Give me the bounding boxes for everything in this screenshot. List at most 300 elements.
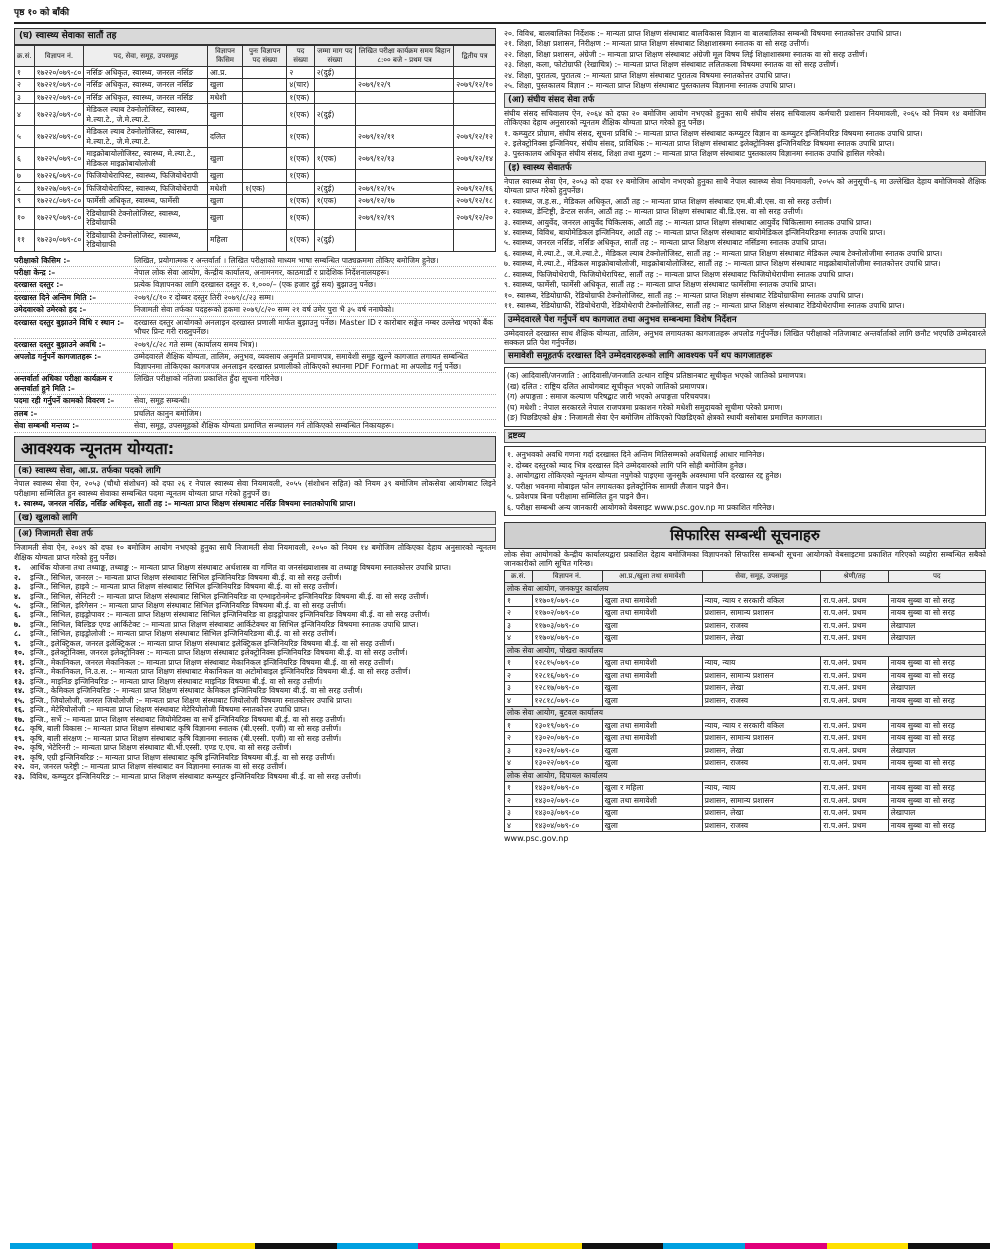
rec-row [505,632,986,644]
federal-item: २. इलेक्ट्रोनिक्स इन्जिनियर, संघीय संसद, प्राविधिक :– मान्यता प्राप्त शिक्षण संस्थाबाट इलेक्ट्रोनिक्स इन्जिनियरिङ विषयमा स्नातक उपाधि प्राप्त। [504,138,895,148]
vacancy-cell: २०७९/१२/११ [356,126,454,148]
vacancy-cell: ७ [15,170,35,182]
info-value: दरखास्त दस्तुर आयोगको अनलाइन दरखास्त प्रणाली मार्फत बुझाउनु पर्नेछ। Master ID र कारोबार सङ्केत नम्बर उल्लेख भएको बैंक भौचर प्रिन्ट गरी राख्नुपर्नेछ। [134,317,493,337]
qualification-item [14,610,496,619]
section-b-heading: (ख) खुलाको लागि [14,511,496,526]
vacancy-cell: १७२२४/०७९-८० [34,126,84,148]
qualification-item [14,715,496,724]
info-key: परीक्षाको किसिम :– [14,255,71,265]
office-name: लोक सेवा आयोग, बुटवल कार्यालय [505,707,986,719]
vacancy-cell: १ [15,66,35,78]
rec-cell: रा.प.अनं. प्रथम [821,657,888,669]
vacancy-cell: २०७९/१२/१० [454,79,496,91]
vacancy-cell [454,66,496,78]
rec-cell: रा.प.अनं. प्रथम [821,819,888,831]
rec-cell: नायब सुब्बा वा सो सरह [888,719,985,731]
rec-cell: ३ [505,807,533,819]
vacancy-cell: फिजियोथेरापिस्ट, स्वास्थ्य, फिजियोथेरापी [84,182,208,194]
vacancy-cell: १(एक) [287,195,314,207]
rec-cell: लेखापाल [888,807,985,819]
qualification-item [14,686,496,695]
vacancy-row [15,229,496,251]
vacancy-cell: २०७९/१२/२० [454,207,496,229]
special-note-text: उम्मेदवारले दरखास्त साथ शैक्षिक योग्यता, तालिम, अनुभव लगायतका कागजातहरू अपलोड गर्नुपर्नेछ। लिखित परीक्षाको नतिजाबाट अन्तर्वार्ताको लागि छनौट भएपछि उम्मेदवारले सक्कल प्रति पेश गर्नुपर्नेछ। [504,328,986,347]
health-item: १. स्वास्थ्य, ज.ह.स., मेडिकल अधिकृत, आठौं तह :– मान्यता प्राप्त शिक्षण संस्थाबाट एम.बी.बी.एस. वा सो सरह उत्तीर्ण। [504,196,832,206]
health-item: २. स्वास्थ्य, डेन्टिष्ट्री, डेन्टल सर्जन, आठौं तह :– मान्यता प्राप्त शिक्षण संस्थाबाट बी.डि.एस. वा सो सरह उत्तीर्ण। [504,207,803,217]
item-number: १०. [14,648,25,658]
qualification-item: २४. शिक्षा, पुरातत्व, पुरातत्व :– मान्यता प्राप्त शिक्षण संस्थाबाट पुरातत्व विषयमा स्नातकोत्तर उपाधि प्राप्त। [504,70,791,80]
office-row [505,769,986,781]
vacancy-cell: ५ [15,126,35,148]
inclusive-doc-item: (क) आदिवासी/जनजाति : आदिवासी/जनजाति उत्थान राष्ट्रिय प्रतिष्ठानबाट सूचीकृत भएको जातिको प्रमाणपत्र। [507,371,806,381]
health-service-text: नेपाल स्वास्थ्य सेवा ऐन, २०५३ को दफा १२ बमोजिम आयोग नभएको हुनुका साथै नेपाल स्वास्थ्य सेवा नियमावली, २०५५ को अनुसूची–६ मा उल्लेखित देहाय बमोजिमको शैक्षिक योग्यता प्राप्त गरेको हुनुपर्नेछ। [504,176,986,196]
info-value: लिखित परीक्षाको नतिजा प्रकाशित हुँदा सूचना गरिनेछ। [134,374,283,384]
vacancy-cell: २०७९/१२/१३ [356,148,454,170]
federal-parliament-heading: (आ) संघीय संसद सेवा तर्फ [504,93,986,108]
rec-cell: खुला [602,744,702,756]
health-item: ५. स्वास्थ्य, जनरल नर्सिङ, नर्सिङ अधिकृत, सातौं तह :– मान्यता प्राप्त शिक्षण संस्थाबाट नर्सिङमा स्नातक उपाधि प्राप्त। [504,238,827,248]
vacancy-cell: खुला [207,79,242,91]
vacancy-cell: १(एक) [314,195,355,207]
office-name: लोक सेवा आयोग, दिपायल कार्यालय [505,769,986,781]
rec-cell: लेखापाल [888,744,985,756]
rec-cell: १ [505,595,533,607]
rec-cell: रा.प.अनं. प्रथम [821,595,888,607]
rec-cell: १ [505,657,533,669]
vacancy-row [15,79,496,91]
rec-cell: ३ [505,619,533,631]
item-number: ९. [14,638,21,648]
item-number: २३. [14,771,25,781]
item-text: इन्जि., सिभिल, जनरल :– मान्यता प्राप्त शिक्षण संस्थाबाट सिभिल इन्जिनियरिङ विषयमा बी.ई. वा सो सरह उत्तीर्ण। [30,572,342,582]
vacancy-cell: ११ [15,229,35,251]
rec-cell: १३०१९/०७९-८० [532,719,602,731]
rec-cell: १२८१६/०७९-८० [532,669,602,681]
vacancy-cell [314,79,355,91]
rec-cell: ११७०३/०७९-८० [532,619,602,631]
item-text: इन्जि., मेटेरियोलोजी :– मान्यता प्राप्त शिक्षण संस्थाबाट मेटेरियोलोजी विषयमा स्नातकोत्तर उपाधि प्राप्त। [30,705,310,715]
vacancy-cell: १(एक) [287,148,314,170]
vacancy-cell [243,79,287,91]
rec-cell: प्रशासन, राजस्व [702,694,821,706]
info-row [14,255,496,267]
info-row [14,408,496,420]
item-number: १. [14,563,21,573]
info-row [14,267,496,279]
rec-cell: न्याय, न्याय [702,657,821,669]
rec-cell: रा.प.अनं. प्रथम [821,669,888,681]
rec-cell: खुला तथा समावेशी [602,595,702,607]
rec-row [505,732,986,744]
rec-col-header: क्र.सं. [505,570,533,582]
rec-cell: न्याय, न्याय [702,782,821,794]
vacancy-cell: १७२२३/०७९-८० [34,104,84,126]
vacancy-cell: १(एक) [287,229,314,251]
rec-cell: प्रशासन, लेखा [702,744,821,756]
rec-col-header: पद [888,570,985,582]
vacancy-cell: ४ [15,104,35,126]
rec-cell: १२८१५/०७९-८० [532,657,602,669]
rec-cell: १२८१८/०७९-८० [532,694,602,706]
vacancy-cell: ६ [15,148,35,170]
vacancy-cell: २०७९/१२/१९ [356,207,454,229]
info-key: पदमा रही गर्नुपर्ने कामको विवरण :– [14,396,115,406]
vacancy-col-header: लिखित परीक्षा कार्यक्रम समय बिहान ८:०० बजे - प्रथम पत्र [356,46,454,67]
rec-row [505,782,986,794]
rec-cell: रा.प.अनं. प्रथम [821,744,888,756]
item-number: १४. [14,686,25,696]
vacancy-cell: १७२२०/०७९-८० [34,66,84,78]
rec-cell: नायब सुब्बा वा सो सरह [888,669,985,681]
rec-cell: खुला [602,757,702,769]
rec-cell: प्रशासन, सामान्य प्रशासन [702,607,821,619]
vacancy-cell: ९ [15,195,35,207]
vacancy-cell: मेडिकल ल्याब टेक्नोलोजिस्ट, स्वास्थ्य, मे.ल्या.टे., जे.मे.ल्या.टे. [84,104,208,126]
vacancy-cell: रेडियोग्राफी टेक्नोलोजिस्ट, स्वास्थ्य, रेडियोग्राफी [84,207,208,229]
item-text: इन्जि., जियोलोजी, जनरल जियोलोजी :– मान्यता प्राप्त शिक्षण संस्थाबाट जियोलोजी विषयमा स्नातकोत्तर उपाधि प्राप्त। [30,695,353,705]
health-item: ३. स्वास्थ्य, आयुर्वेद, जनरल आयुर्वेद चिकित्सक, आठौं तह :– मान्यता प्राप्त शिक्षण संस्थाबाट आयुर्वेद चिकित्सामा स्नातक उपाधि प्राप्त। [504,217,872,227]
info-value: लिखित, प्रयोगात्मक र अन्तर्वार्ता । लिखित परीक्षाको माध्यम भाषा सम्बन्धित पाठ्यक्रममा तोकिए बमोजिम हुनेछ। [134,255,439,265]
rec-cell: २ [505,607,533,619]
health-item: ४. स्वास्थ्य, विविध, बायोमेडिकल इन्जिनियर, आठौं तह :– मान्यता प्राप्त शिक्षण संस्थाबाट बायोमेडिकल इन्जिनियरिङमा स्नातक उपाधि प्राप्त। [504,228,886,237]
item-number: ११. [14,657,25,667]
rec-cell: १३०२२/०७९-८० [532,757,602,769]
exam-info-block [14,255,496,433]
info-value: नेपाल लोक सेवा आयोग, केन्द्रीय कार्यालय, अनामनगर, काठमाडौं र प्रादेशिक निर्देशनालयहरू। [134,267,390,277]
item-number: ४. [14,591,21,601]
item-text: विविध, कम्प्युटर इन्जिनियरिङ :– मान्यता प्राप्त शिक्षण संस्थाबाट कम्प्युटर इन्जिनियरिङ विषयमा बी.ई. वा सो सरह उत्तीर्ण। [30,771,361,781]
rec-cell: प्रशासन, सामान्य प्रशासन [702,669,821,681]
info-key: उमेदवारको उमेरको हद :– [14,305,87,315]
rec-cell: न्याय, न्याय र सरकारी वकिल [702,719,821,731]
rec-cell: ३ [505,682,533,694]
rec-row [505,794,986,806]
rec-cell: रा.प.अनं. प्रथम [821,757,888,769]
print-color-bar [10,1243,990,1249]
info-row [14,395,496,407]
vacancy-cell: २०७९/१२/१४ [454,148,496,170]
federal-item: ३. पुस्तकालय अधिकृत संघीय संसद, शिक्षा तथा मुद्रण :– मान्यता प्राप्त शिक्षण संस्थाबाट पुस्तकालय विज्ञानमा स्नातक उपाधि हासिल गरेको। [504,149,885,159]
special-note-heading: उम्मेदवारले पेश गर्नुपर्ने थप कागजात तथा अनुभव सम्बन्धमा विशेष निर्देशन [504,313,986,328]
note-item: १. अनुभवको अवधि गणना गर्दा दरखास्त दिने अन्तिम मितिसम्मको अवधिलाई आधार मानिनेछ। [507,450,765,460]
vacancy-cell: १० [15,207,35,229]
rec-col-header: विज्ञापन नं. [532,570,602,582]
item-number: १८. [14,724,25,734]
rec-cell: नायब सुब्बा वा सो सरह [888,607,985,619]
vacancy-cell [454,170,496,182]
rec-cell: ४ [505,694,533,706]
info-value: प्रचलित कानुन बमोजिम। [134,408,202,418]
min-qualification-title: आवश्यक न्यूनतम योग्यता: [14,436,496,462]
section-b2-text: निजामती सेवा ऐन, २०४९ को दफा १० बमोजिम आयोग नभएको हुनुका साथै निजामती सेवा नियमावली, २०५० को नियम १४ बमोजिम तोकिएका देहाय अनुसारको न्यूनतम शैक्षिक योग्यता प्राप्त गरेको हुनु पर्नेछ। [14,543,496,562]
info-key: दरखास्त दिने अन्तिम मिति :– [14,292,96,302]
rec-row [505,757,986,769]
info-row [14,373,496,395]
item-text: इन्जि., इलेक्ट्रोनिक्स, जनरल इलेक्ट्रोनिक्स :– मान्यता प्राप्त शिक्षण संस्थाबाट इलेक्ट्रोनिक्स इन्जिनियरिङ विषयमा बी.ई. वा सो सरह उत्तीर्ण। [30,648,408,658]
website-url[interactable]: www.psc.gov.np [504,834,569,844]
recommendation-table [504,570,986,832]
vacancy-cell: मधेशी [207,182,242,194]
inclusive-doc-item: (ङ) पिछडिएको क्षेत्र : निजामती सेवा ऐन बमोजिम तोकिएको पिछडिएको क्षेत्रको स्थायी बसोबास प्रमाणित कागजात। [507,413,823,423]
rec-cell: २ [505,669,533,681]
vacancy-cell: २०७९/१२/१७ [356,195,454,207]
qualification-item [14,601,496,610]
rec-row [505,744,986,756]
info-key: सेवा सम्बन्धी मन्तव्य :– [14,421,79,431]
rec-cell: रा.प.अनं. प्रथम [821,632,888,644]
vacancy-row [15,207,496,229]
page-header [14,6,986,24]
rec-cell: ११७०४/०७९-८० [532,632,602,644]
vacancy-row [15,195,496,207]
health-service-list [504,197,986,311]
vacancy-cell: २०७९/१२/१८ [454,195,496,207]
rec-cell: प्रशासन, सामान्य प्रशासन [702,732,821,744]
vacancy-row [15,170,496,182]
info-key: दरखास्त दस्तुर बुझाउने विधि र स्थान :– [14,317,124,327]
vacancy-cell: नर्सिङ अधिकृत, स्वास्थ्य, जनरल नर्सिङ [84,79,208,91]
qualification-item [14,753,496,762]
section-a-text: नेपाल स्वास्थ्य सेवा ऐन, २०५३ (चौथो संशोधन) को दफा २६ र नेपाल स्वास्थ्य सेवा नियमावली, २०५५ (संशोधन सहित) को नियम ३९ बमोजिम लोकसेवा आयोगबाट लिइने परीक्षामा सम्मिलित हुन स्वास्थ्य सेवाका सम्बन्धित पदमा न्यूनतम योग्यता प्राप्त गरेको हुनुपर्ने छ। [14,479,496,498]
vacancy-cell: २०७९/१२/१६ [454,182,496,194]
left-column [14,28,496,1224]
qualification-item: २२. शिक्षा, शिक्षा प्रशासन, अंग्रेजी :– मान्यता प्राप्त शिक्षण संस्थाबाट अंग्रेजी मूल विषय लिई शिक्षाशास्त्रमा स्नातक वा सो सरह उत्तीर्ण। [504,49,868,59]
rec-cell: प्रशासन, लेखा [702,807,821,819]
vacancy-cell: खुला [207,104,242,126]
qualification-item [14,563,496,572]
office-row [505,582,986,594]
item-number: ८. [14,629,21,639]
vacancy-cell: १७२२१/०७९-८० [34,79,84,91]
info-value: सेवा, समूह, उपसमूहको शैक्षिक योग्यता प्रमाणित सञ्चालन गर्न तोकिएको सम्बन्धित निकायहरू। [134,421,394,431]
rec-col-header: श्रेणी/तह [821,570,888,582]
info-key: दरखास्त दस्तुर बुझाउने अवधि :– [14,339,106,349]
rec-cell: खुला तथा समावेशी [602,794,702,806]
vacancy-row [15,91,496,103]
item-number: १९. [14,733,25,743]
vacancy-cell: १(एक) [314,148,355,170]
vacancy-cell: मधेशी [207,91,242,103]
vacancy-col-header: विज्ञापन नं. [34,46,84,67]
note-item: ४. परीक्षा भवनमा मोबाइल फोन लगायतका इलेक्ट्रोनिक सामग्री लैजान पाइने छैन। [507,481,729,491]
item-text: इन्जि., सिभिल, हाइड्रोलोजी :– मान्यता प्राप्त शिक्षण संस्थाबाट सिभिल इन्जिनियरिङमा बी.ई. वा सो सरह उत्तीर्ण। [30,629,337,639]
health-service-heading: (इ) स्वास्थ्य सेवातर्फ [504,161,986,176]
info-key: अन्तर्वार्ता अधिका परीक्षा कार्यक्रम र अन्तर्वार्ता हुने मिति :– [14,374,113,393]
vacancy-cell: खुला [207,148,242,170]
vacancy-col-header: पद संख्या [287,46,314,67]
vacancy-cell: फार्मेसी अधिकृत, स्वास्थ्य, फार्मेसी [84,195,208,207]
vacancy-cell: २(दुई) [314,104,355,126]
vacancy-table-title: (घ) स्वास्थ्य सेवाका सातौं तह [14,28,496,45]
vacancy-row [15,126,496,148]
vacancy-cell: माइक्रोबायोलोजिस्ट, स्वास्थ्य, मे.ल्या.टे., मेडिकल माइक्रोबायोलोजी [84,148,208,170]
rec-cell: नायब सुब्बा वा सो सरह [888,657,985,669]
vacancy-cell: २ [15,79,35,91]
vacancy-cell: १७२२७/०७९-८० [34,182,84,194]
rec-cell: १४३०२/०७९-८० [532,794,602,806]
vacancy-cell: २(दुई) [314,229,355,251]
rec-cell: लेखापाल [888,619,985,631]
rec-row [505,657,986,669]
vacancy-cell: ३ [15,91,35,103]
vacancy-cell [314,207,355,229]
rec-cell: लेखापाल [888,682,985,694]
vacancy-cell: मेडिकल ल्याब टेक्नोलोजिस्ट, स्वास्थ्य, मे.ल्या.टे., जे.मे.ल्या.टे. [84,126,208,148]
rec-row [505,694,986,706]
vacancy-cell [243,229,287,251]
vacancy-col-header: द्वितीय पत्र [454,46,496,67]
vacancy-cell: फिजियोथेरापिस्ट, स्वास्थ्य, फिजियोथेरापी [84,170,208,182]
rec-cell: ३ [505,744,533,756]
qualification-item [14,620,496,629]
office-name: लोक सेवा आयोग, पोखरा कार्यालय [505,644,986,656]
vacancy-col-header: पुनः विज्ञापन पद संख्या [243,46,287,67]
rec-cell: १४३०१/०७९-८० [532,782,602,794]
info-row [14,420,496,432]
rec-cell: रा.प.अनं. प्रथम [821,682,888,694]
vacancy-cell [243,91,287,103]
item-number: २१. [14,752,25,762]
qualification-item: २३. शिक्षा, कला, फोटोग्राफी (रेखाचित्र) :– मान्यता प्राप्त शिक्षण संस्थाबाट ललितकला विषयमा स्नातक वा सो सरह उत्तीर्ण। [504,60,839,70]
office-name: लोक सेवा आयोग, जनकपुर कार्यालय [505,582,986,594]
rec-cell: खुला [602,807,702,819]
vacancy-cell: २०७९/१२/९ [356,79,454,91]
rec-cell: नायब सुब्बा वा सो सरह [888,794,985,806]
vacancy-table [14,45,496,251]
rec-cell: खुला [602,682,702,694]
vacancy-cell: १(एक) [287,170,314,182]
rec-cell: १ [505,782,533,794]
rec-cell: प्रशासन, लेखा [702,682,821,694]
info-row [14,292,496,304]
vacancy-cell [356,104,454,126]
item-number: ५. [14,601,21,610]
vacancy-cell [243,104,287,126]
qualification-item [14,724,496,733]
rec-cell: २ [505,732,533,744]
rec-row [505,819,986,831]
vacancy-cell [243,195,287,207]
rec-col-header: आ.प्र./खुला तथा समावेशी [602,570,702,582]
vacancy-cell [454,229,496,251]
item-text: इन्जि., इलेक्ट्रिकल, जनरल इलेक्ट्रिकल :– मान्यता प्राप्त शिक्षण संस्थाबाट इलेक्ट्रिकल इन्जिनियरिङ विषयमा बी.ई. वा सो सरह उत्तीर्ण। [30,638,395,648]
note-item: ६. परीक्षा सम्बन्धी अन्य जानकारी आयोगको वेबसाइट www.psc.gov.np मा प्रकाशित गरिनेछ। [507,502,775,512]
item-number: ६. [14,610,21,620]
rec-cell: १४३०४/०७९-८० [532,819,602,831]
federal-parliament-list [504,129,986,159]
rec-cell: १३०२०/०७९-८० [532,732,602,744]
rec-cell: खुला तथा समावेशी [602,669,702,681]
vacancy-cell: २०७९/१२/१२ [454,126,496,148]
vacancy-cell: आ.प्र. [207,66,242,78]
qualification-item [14,677,496,686]
federal-item: १. कम्प्युटर प्रोग्राम, संघीय संसद, सूचना प्रविधि :– मान्यता प्राप्त शिक्षण संस्थाबाट कम्प्युटर विज्ञान वा कम्प्युटर इन्जिनियरिङ विषयमा स्नातक उपाधि प्राप्त। [504,128,923,138]
item-text: कृषि, भेटेरिनरी :– मान्यता प्राप्त शिक्षण संस्थाबाट बी.भी.एस्सी. एण्ड ए.एच. वा सो सरह उत्तीर्ण। [30,743,292,753]
rec-cell: खुला तथा समावेशी [602,719,702,731]
qualification-item [14,573,496,582]
vacancy-cell: रेडियोग्राफी टेक्नोलोजिस्ट, स्वास्थ्य, रेडियोग्राफी [84,229,208,251]
vacancy-col-header: क्र.सं. [15,46,35,67]
right-column [504,28,986,1224]
item-text: इन्जि., केमिकल इन्जिनियरिङ :– मान्यता प्राप्त शिक्षण संस्थाबाट केमिकल इन्जिनियरिङ विषयमा बी.ई. वा सो सरह उत्तीर्ण। [30,686,363,696]
rec-cell: रा.प.अनं. प्रथम [821,782,888,794]
rec-cell: प्रशासन, राजस्व [702,819,821,831]
rec-cell: रा.प.अनं. प्रथम [821,619,888,631]
qualification-item [14,648,496,657]
section-a-heading: (क) स्वास्थ्य सेवा, आ.प्र. तर्फका पदको लागि [14,464,496,479]
rec-cell: नायब सुब्बा वा सो सरह [888,595,985,607]
vacancy-row [15,182,496,194]
item-text: आर्थिक योजना तथा तथ्याङ्क, तथ्याङ्क :– मान्यता प्राप्त शिक्षण संस्थाबाट अर्थशास्त्र वा गणित वा जनसंख्याशास्त्र वा तथ्याङ्क विषयमा स्नातकोत्तर उपाधि प्राप्त। [30,563,452,573]
item-text: इन्जि., मेकानिकल, जनरल मेकानिकल :– मान्यता प्राप्त शिक्षण संस्थाबाट मेकानिकल इन्जिनियरिङ विषयमा बी.ई. वा सो सरह उत्तीर्ण। [30,657,394,667]
vacancy-cell: १७२२६/०७९-८० [34,170,84,182]
qualification-item [14,743,496,752]
inclusive-docs-heading: समावेशी समूहतर्फ दरखास्त दिने उम्मेदवारहरूको लागि आवश्यक पर्ने थप कागजातहरू [504,349,986,364]
notes-heading: द्रष्टव्य [504,429,986,444]
qualification-item: २०. विविध, बालबालिका निर्देशक :– मान्यता प्राप्त शिक्षण संस्थाबाट बालविकास विज्ञान वा बालबालिका सम्बन्धी विषयमा स्नातकोत्तर उपाधि प्राप्त। [504,29,902,38]
vacancy-row [15,66,496,78]
vacancy-cell: १(एक) [287,207,314,229]
vacancy-cell: १७२२२/०७९-८० [34,91,84,103]
rec-row [505,669,986,681]
section-b2-heading: (अ) निजामती सेवा तर्फ [14,527,496,542]
item-text: इन्जि., सर्भे :– मान्यता प्राप्त शिक्षण संस्थाबाट जियोमेटिक्स वा सर्भे इन्जिनियरिङ विषयमा बी.ई. वा सो सरह उत्तीर्ण। [30,714,346,724]
vacancy-cell: महिला [207,229,242,251]
vacancy-cell [243,66,287,78]
rec-row [505,607,986,619]
rec-cell: १ [505,719,533,731]
rec-cell: २ [505,794,533,806]
info-key: अपलोड गर्नुपर्ने कागजातहरू :– [14,352,102,362]
rec-cell: १३०२१/०७९-८० [532,744,602,756]
vacancy-cell [454,104,496,126]
item-number: ७. [14,619,21,629]
vacancy-cell [356,170,454,182]
health-item: ६. स्वास्थ्य, मे.ल्या.टे., ज.मे.ल्या.टे., मेडिकल ल्याब टेक्नोलोजिस्ट, सातौं तह :– मान्यता प्राप्त शिक्षण संस्थाबाट मेडिकल ल्याब टेक्नोलोजीमा स्नातक उपाधि प्राप्त। [504,248,943,258]
recommendation-title: सिफारिस सम्बन्धी सूचनाहरु [504,522,986,549]
item-text: कृषि, बाली संरक्षण :– मान्यता प्राप्त शिक्षण संस्थाबाट कृषि विज्ञानमा स्नातक (बी.एस्सी. एजी) वा सो सरह उत्तीर्ण। [30,733,342,743]
rec-cell: ४ [505,632,533,644]
vacancy-cell: १(एक) [287,91,314,103]
vacancy-cell: ८ [15,182,35,194]
note-item: ५. प्रवेशपत्र बिना परीक्षामा सम्मिलित हुन पाइने छैन। [507,492,649,502]
rec-cell: खुला तथा समावेशी [602,732,702,744]
rec-cell: प्रशासन, राजस्व [702,757,821,769]
rec-row [505,619,986,631]
vacancy-cell [314,170,355,182]
rec-cell: प्रशासन, सामान्य प्रशासन [702,794,821,806]
vacancy-row [15,148,496,170]
vacancy-cell: १७२२५/०७९-८० [34,148,84,170]
info-key: तलब :– [14,408,38,418]
info-value: उम्मेदवारले शैक्षिक योग्यता, तालिम, अनुभव, व्यवसाय अनुमति प्रमाणपत्र, समावेशी समूह खुल्ने कागजात लगायत सम्बन्धित विज्ञापनमा तोकिएका कागजपत्र अनलाइन दरखास्त प्रणालीको तोकिएको स्थानमा PDF Format मा अपलोड गर्नु पर्नेछ। [134,352,469,371]
item-text: वन, जनरल फरेष्ट्री :– मान्यता प्राप्त शिक्षण संस्थाबाट वन विज्ञानमा स्नातक वा सो सरह उत्तीर्ण। [30,762,287,772]
vacancy-cell: ४(चार) [287,79,314,91]
item-text: इन्जि., सिभिल, सेनिटरी :– मान्यता प्राप्त शिक्षण संस्थाबाट सिभिल इन्जिनियरिङ वा एन्भाइरोनमेन्ट इन्जिनियरिङ विषयमा बी.ई. वा सो सरह उत्तीर्ण। [30,591,429,601]
qualification-item [14,772,496,781]
rec-cell: १२८१७/०७९-८० [532,682,602,694]
rec-row [505,719,986,731]
qualification-item [14,762,496,771]
qualification-item [14,629,496,638]
vacancy-cell [243,148,287,170]
inclusive-doc-item: (ख) दलित : राष्ट्रिय दलित आयोगबाट सूचीकृत भएको जातिको प्रमाणपत्र। [507,381,708,391]
vacancy-cell: १७२२९/०७९-८० [34,207,84,229]
vacancy-cell [243,126,287,148]
rec-cell: खुला [602,619,702,631]
rec-cell: ४ [505,757,533,769]
item-text: इन्जि., सिभिल, हाइवे :– मान्यता प्राप्त शिक्षण संस्थाबाट सिभिल इन्जिनियरिङ विषयमा बी.ई. वा सो सरह उत्तीर्ण। [30,582,338,592]
